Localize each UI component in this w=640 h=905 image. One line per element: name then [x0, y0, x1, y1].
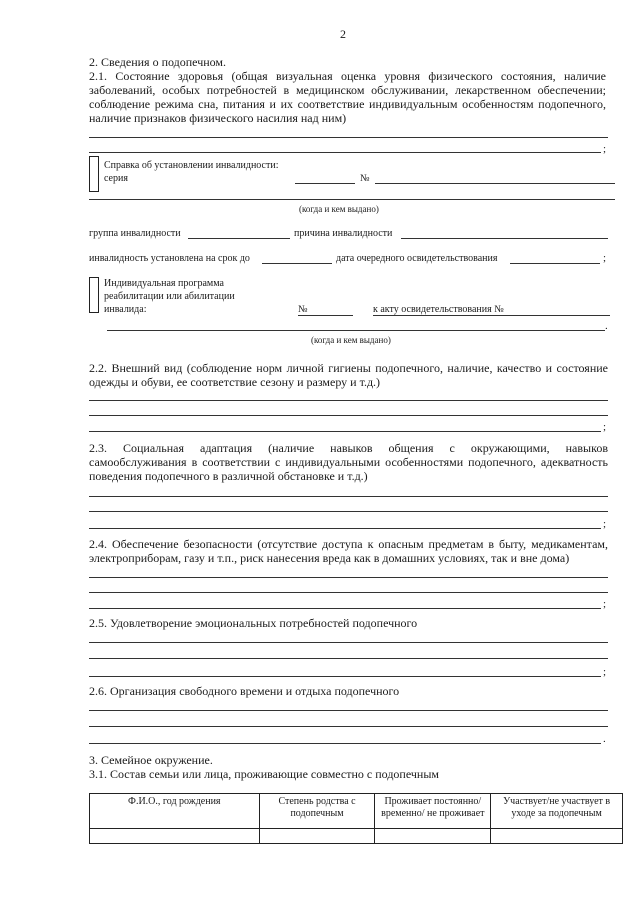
- semicolon: ;: [603, 143, 607, 155]
- s21-line3: соблюдение режима сна, питания и их соответствие индивидуальным особенностям подопечного,: [89, 97, 606, 111]
- header-residence: Проживает постоянно/временно/ не проживает: [375, 794, 491, 829]
- table-cell[interactable]: [90, 829, 260, 844]
- disability-term-label: инвалидность установлена на срок до: [89, 253, 250, 264]
- fill-line[interactable]: [89, 743, 601, 744]
- s21-line4: наличие признаков физического насилия над ним): [89, 111, 347, 125]
- fill-line[interactable]: [89, 608, 601, 609]
- term-line[interactable]: [262, 263, 332, 264]
- series-label: серия: [104, 173, 128, 184]
- s23-line3: поведения подопечного в различной обстановке и т.д.): [89, 469, 368, 483]
- fill-line[interactable]: [89, 528, 601, 529]
- ipr-issued-by-caption: (когда и кем выдано): [311, 335, 391, 345]
- period: .: [603, 733, 606, 745]
- ipr-number-line[interactable]: [298, 315, 353, 316]
- s23-line1: 2.3. Социальная адаптация (наличие навыков общения с окружающими, навыков: [89, 441, 608, 455]
- disability-reason-label: причина инвалидности: [294, 228, 393, 239]
- issued-line[interactable]: [89, 199, 615, 200]
- header-relation: Степень родства с подопечным: [259, 794, 375, 829]
- table-cell[interactable]: [491, 829, 623, 844]
- fill-line[interactable]: [89, 431, 601, 432]
- issued-by-caption: (когда и кем выдано): [299, 204, 379, 214]
- s23-line2: самообслуживания в соответствии с индивидуальными особенностями подопечного, адекватность: [89, 455, 608, 469]
- section-3-title: 3. Семейное окружение.: [89, 753, 213, 767]
- period: .: [605, 320, 608, 332]
- s31-heading: 3.1. Состав семьи или лица, проживающие совместно с подопечным: [89, 767, 439, 781]
- group-line[interactable]: [188, 238, 290, 239]
- fill-line[interactable]: [89, 710, 608, 711]
- disability-certificate-label: Справка об установлении инвалидности:: [104, 160, 279, 171]
- next-exam-label: дата очередного освидетельствования: [336, 253, 498, 264]
- fill-line[interactable]: [89, 676, 601, 677]
- table-cell[interactable]: [375, 829, 491, 844]
- fill-line[interactable]: [89, 511, 608, 512]
- series-line[interactable]: [295, 183, 355, 184]
- next-exam-line[interactable]: [510, 263, 600, 264]
- disability-group-label: группа инвалидности: [89, 228, 181, 239]
- fill-line[interactable]: [89, 726, 608, 727]
- fill-line[interactable]: [89, 592, 608, 593]
- semicolon: ;: [603, 421, 607, 433]
- disability-checkbox[interactable]: [89, 156, 99, 192]
- fill-line[interactable]: [89, 400, 608, 401]
- semicolon: ;: [603, 666, 607, 678]
- s26-heading: 2.6. Организация свободного времени и отдыха подопечного: [89, 684, 400, 698]
- family-table: [89, 793, 623, 844]
- fill-line[interactable]: [89, 577, 608, 578]
- section-2-title: 2. Сведения о подопечном.: [89, 55, 227, 69]
- ipr-label-line2: реабилитации или абилитации: [104, 291, 235, 302]
- reason-line[interactable]: [401, 238, 608, 239]
- ipr-act-line[interactable]: [373, 315, 610, 316]
- ipr-number-label: №: [298, 304, 308, 315]
- ipr-checkbox[interactable]: [89, 277, 99, 313]
- s25-heading: 2.5. Удовлетворение эмоциональных потребностей подопечного: [89, 616, 418, 630]
- fill-line[interactable]: [89, 658, 608, 659]
- ipr-label-line3: инвалида:: [104, 304, 147, 315]
- s24-line1: 2.4. Обеспечение безопасности (отсутствие доступа к опасным предметам в быту, медикаментам,: [89, 537, 608, 551]
- s21-line2: заболеваний, особых потребностей в медицинском обслуживании, лекарственном обеспечении;: [89, 83, 606, 97]
- fill-line[interactable]: [89, 642, 608, 643]
- fill-line[interactable]: [89, 415, 608, 416]
- number-label: №: [360, 173, 370, 184]
- semicolon: ;: [603, 252, 607, 264]
- semicolon: ;: [603, 598, 607, 610]
- table-header-row: [90, 794, 623, 829]
- s24-line2: электроприборам, газу и т.п., риск нанесения вреда как в домашних условиях, так и вне дома): [89, 551, 570, 565]
- page-number: 2: [340, 27, 346, 41]
- fill-line[interactable]: [89, 137, 608, 138]
- fill-line[interactable]: [89, 152, 601, 153]
- ipr-issued-line[interactable]: [107, 330, 605, 331]
- s22-line1: 2.2. Внешний вид (соблюдение норм личной гигиены подопечного, наличие, качество и состояние: [89, 361, 608, 375]
- ipr-label-line1: Индивидуальная программа: [104, 278, 224, 289]
- header-care: Участвует/не участвует в уходе за подопечным: [491, 794, 623, 829]
- number-line[interactable]: [375, 183, 615, 184]
- header-fio: Ф.И.О., год рождения: [90, 794, 260, 829]
- table-row[interactable]: [90, 829, 623, 844]
- ipr-act-label: к акту освидетельствования №: [373, 304, 504, 315]
- s22-line2: одежды и обуви, ее соответствие сезону и размеру и т.д.): [89, 375, 381, 389]
- table-cell[interactable]: [259, 829, 375, 844]
- fill-line[interactable]: [89, 496, 608, 497]
- semicolon: ;: [603, 518, 607, 530]
- s21-line1: 2.1. Состояние здоровья (общая визуальная оценка уровня физического состояния, наличие: [89, 69, 606, 83]
